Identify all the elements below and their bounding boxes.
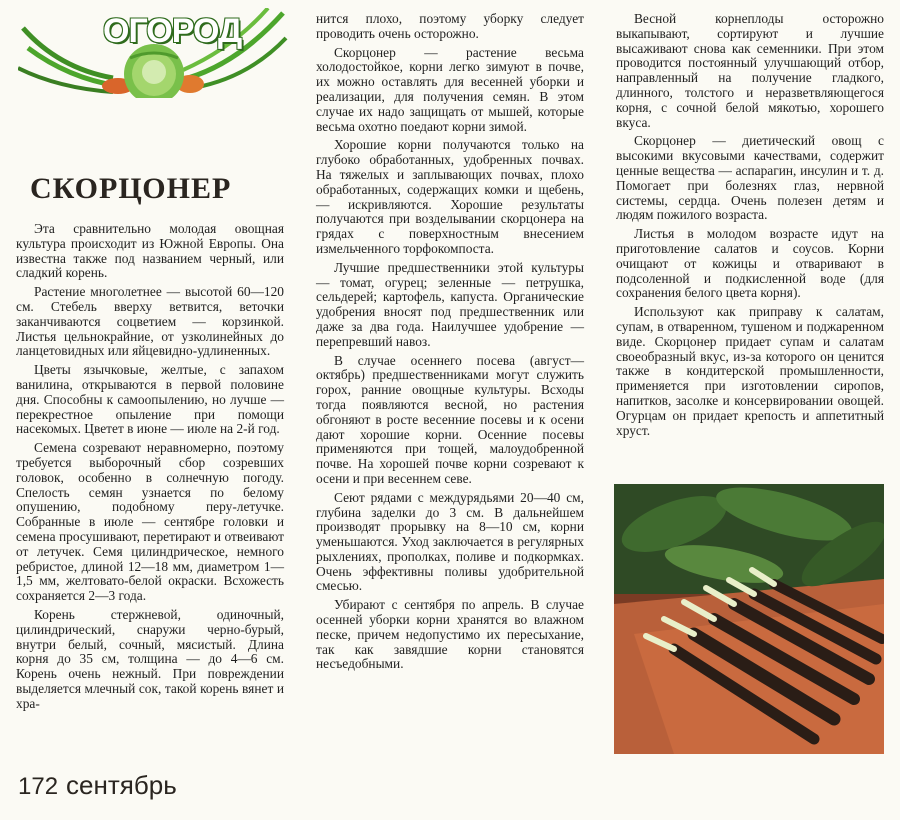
page-footer (18, 770, 177, 801)
paragraph: Скорцонер — растение весьма холодостойкое, корни легко зимуют в почве, их можно оставлять для весенней уборки и реализации, для получения семян. В этом случае их надо защищать от мышей, которые весьма охотно поедают корни зимой. (316, 44, 584, 134)
section-logo (18, 8, 288, 96)
paragraph: Скорцонер — диетический овощ с высокими вкусовыми качествами, содержит ценные вещества — аспарагин, инсулин и т. д. Помогает при болезнях глаз, нервной системы, сердца. Очень полезен детям и людям пожилого возраста. (616, 133, 884, 223)
paragraph: Семена созревают неравномерно, поэтому требуется выборочный сбор созревших головок, особенно в солнечную погоду. Спелость семян узнается по белому опушению, подобному перу-летучке. Собранные в июле — сентябре головки и семена просушивают, перетирают и отвеивают от летучек. Семя цилиндрическое, немного ребристое, длиной 12—18 мм, диаметром 1—1,5 мм, желтовато-белой окраски. Всхожесть сохраняется 2—3 года. (16, 440, 284, 604)
month-label: сентябрь (66, 770, 177, 800)
text-column-3 (616, 12, 884, 442)
paragraph: Цветы язычковые, желтые, с запахом ванилина, открываются в первой половине дня. Способны к самоопылению, но лучше — перекрестное опыление при помощи насекомых. Цветет в июне — июле на 2-й год. (16, 362, 284, 437)
paragraph: Корень стержневой, одиночный, цилиндрический, снаружи черно-бурый, внутри белый, сочный, мясистый. Длина корня до 35 см, толщина — до 4—6 см. Корень очень нежный. При повреждении выделяется млечный сок, такой корень вянет и хра- (16, 606, 284, 711)
text-column-2 (316, 12, 584, 676)
paragraph: Хорошие корни получаются только на глубоко обработанных, удобренных почвах. На тяжелых и заплывающих почвах, плохо обработанных, содержащих комки и щебень, — искривляются. Хорошие результаты получаются при возделывании скорцонера на грядах с поверхностным внесением измельченного торфокомпоста. (316, 137, 584, 256)
scorzonera-photo (614, 484, 884, 754)
paragraph: Сеют рядами с междурядьями 20—40 см, глубина заделки до 3 см. В дальнейшем производят прорывку на 8—10 см, корни уменьшаются. Уход заключается в регулярных рыхлениях, прополках, поливе и подкормках. Очень эффективны поливы удобрительной смесью. (316, 489, 584, 594)
text-column-1 (16, 222, 284, 716)
scorzonera-roots-image (614, 484, 884, 754)
paragraph: Листья в молодом возрасте идут на приготовление салатов и соусов. Корни очищают от кожицы и отваривают в подсоленной и подкисленной воде (для сохранения белого цвета корня). (616, 226, 884, 301)
paragraph: Весной корнеплоды осторожно выкапывают, сортируют и лучшие высаживают снова как семенники. При этом проводится постоянный улучшающий отбор, направленный на получение гладкого, длинного, толстого и неразветвляющегося корня, с сочной белой мякотью, хорошего вкуса. (616, 11, 884, 130)
paragraph: В случае осеннего посева (август—октябрь) предшественниками могут служить горох, ранние овощные культуры. Всходы тогда появляются весной, но растения обгоняют в росте весенние посевы и к осени дают хорошие корни. Осенние посевы применяются при тощей, малоудобренной почве. На хорошей почве корни созревают к осени и при весеннем севе. (316, 352, 584, 486)
section-label: ОГОРОД (103, 12, 242, 50)
paragraph: Лучшие предшественники этой культуры — томат, огурец; зеленные — петрушка, сельдерей; картофель, капуста. Органические удобрения вносят под предшественник или даже за два года. Наилучшее удобрение — перепревший навоз. (316, 259, 584, 349)
paragraph: Эта сравнительно молодая овощная культура происходит из Южной Европы. Она известна также под названием черный, или сладкий корень. (16, 221, 284, 281)
article-title: СКОРЦОНЕР (30, 172, 232, 205)
paragraph: Убирают с сентября по апрель. В случае осенней уборки корни хранятся во влажном песке, причем недопустимо их пересыхание, так как завядшие корни становятся несъедобными. (316, 597, 584, 672)
paragraph: нится плохо, поэтому уборку следует проводить очень осторожно. (316, 11, 584, 41)
paragraph: Используют как приправу к салатам, супам, в отваренном, тушеном и поджаренном виде. Скорцонер придает супам и салатам своеобразный вкус, из-за которого он ценится также в кондитерской промышленности, применяется при изготовлении сиропов, напитков, засолке и консервировании овощей. Огурцам он придает крепость и аппетитный хруст. (616, 304, 884, 438)
paragraph: Растение многолетнее — высотой 60—120 см. Стебель вверху ветвится, веточки заканчиваются соцветием — корзинкой. Листья цельнокрайние, от узколинейных до ланцетовидных или яйцевидно-удлиненных. (16, 284, 284, 359)
page-number: 172 (18, 773, 59, 800)
